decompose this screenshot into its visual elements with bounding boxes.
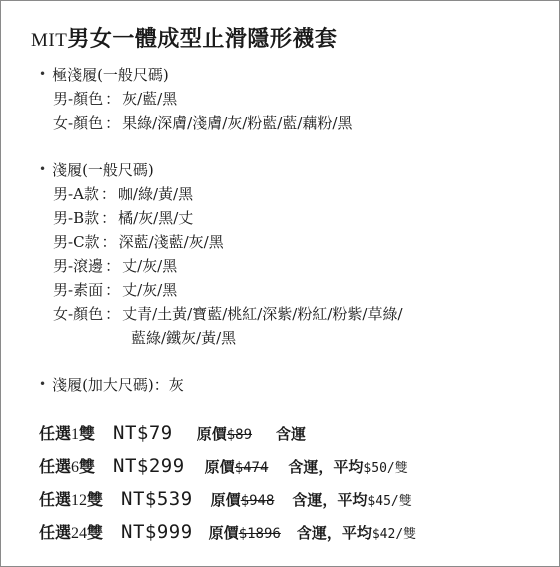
original-price-label: 原價 — [204, 458, 235, 476]
spec-colon: ： — [105, 280, 121, 299]
qty-number: 1 — [71, 426, 80, 443]
section-heading: 極淺履(一般尺碼) — [52, 65, 169, 84]
spec-value: 橘/灰/黑/丈 — [118, 208, 194, 227]
spec-row — [39, 205, 403, 229]
spec-value: 灰/藍/黑 — [122, 89, 178, 108]
original-price-value: $1896 — [238, 526, 281, 542]
shipping-note — [292, 489, 411, 510]
qty-unit: 雙 — [87, 523, 104, 542]
spec-row — [39, 229, 403, 253]
spec-label: 男-C款 — [53, 232, 100, 251]
spec-value: 果綠/深膚/淺膚/灰/粉藍/藍/藕粉/黑 — [122, 113, 353, 132]
shipping-note — [297, 522, 416, 543]
qty-prefix: 任選 — [39, 424, 72, 443]
bullet-icon: • — [39, 162, 47, 176]
spec-value: 丈/灰/黑 — [122, 280, 178, 299]
spec-colon: ： — [105, 304, 121, 323]
price-qty — [39, 454, 95, 477]
spec-colon: ： — [105, 113, 121, 132]
shipping-note — [288, 456, 407, 477]
spec-row — [39, 86, 352, 110]
qty-prefix: 任選 — [39, 490, 72, 509]
original-price-value: $89 — [226, 427, 253, 443]
qty-unit: 雙 — [79, 457, 96, 476]
shipping-text: 含運，平均 — [292, 491, 368, 509]
qty-number: 24 — [71, 525, 88, 542]
spec-row — [39, 253, 403, 277]
original-price-value: $474 — [234, 460, 269, 476]
average-price: $50/雙 — [363, 461, 408, 476]
original-price-label: 原價 — [196, 425, 227, 443]
spec-value: 深藍/淺藍/灰/黑 — [118, 232, 224, 251]
sale-price: NT$299 — [113, 455, 185, 477]
spec-colon: ： — [101, 232, 117, 251]
original-price — [205, 456, 269, 477]
shipping-text: 含運，平均 — [288, 458, 364, 476]
spec-value: 丈青/土黃/寶藍/桃紅/深紫/粉紅/粉紫/草綠/ — [122, 304, 403, 323]
spec-colon: ： — [105, 256, 121, 275]
spec-colon: ： — [105, 89, 121, 108]
spec-colon: ： — [100, 184, 116, 203]
spec-row — [39, 181, 403, 205]
spec-label: 男-素面 — [53, 280, 104, 299]
original-price — [209, 522, 281, 543]
price-qty — [39, 520, 103, 543]
original-price-value: $948 — [240, 493, 275, 509]
original-price-label: 原價 — [208, 524, 239, 542]
spec-label: 男-A款 — [53, 184, 99, 203]
spec-label: 男-滾邊 — [53, 256, 104, 275]
qty-number: 12 — [71, 492, 88, 509]
shipping-note — [276, 423, 306, 444]
original-price — [211, 489, 275, 510]
spec-label: 女-顏色 — [53, 113, 104, 132]
price-row — [39, 421, 306, 444]
section-low-cut-plus — [39, 372, 184, 396]
sale-price: NT$999 — [121, 521, 193, 543]
qty-unit: 雙 — [87, 490, 104, 509]
qty-prefix: 任選 — [39, 523, 72, 542]
qty-prefix: 任選 — [39, 457, 72, 476]
spec-label: 男-B款 — [53, 208, 100, 227]
section-heading: 淺履(加大尺碼)：灰 — [52, 375, 184, 394]
spec-row — [39, 301, 403, 325]
shipping-text: 含運，平均 — [296, 524, 372, 542]
price-row — [39, 487, 412, 510]
sale-price: NT$539 — [121, 488, 193, 510]
section-ultra-low-cut — [39, 62, 352, 134]
section-low-cut — [39, 157, 403, 349]
shipping-text: 含運 — [276, 425, 307, 443]
price-row — [39, 520, 416, 543]
spec-colon: ： — [101, 208, 117, 227]
original-price — [197, 423, 252, 444]
bullet-icon: • — [39, 377, 47, 391]
bullet-icon: • — [39, 67, 47, 81]
average-price: $42/雙 — [371, 527, 417, 542]
original-price-label: 原價 — [210, 491, 241, 509]
price-qty — [39, 487, 103, 510]
spec-value: 咖/綠/黃/黑 — [117, 184, 194, 203]
spec-row — [39, 277, 403, 301]
title-brand: MIT — [31, 30, 68, 51]
qty-unit: 雙 — [79, 424, 96, 443]
spec-row — [39, 110, 352, 134]
price-qty — [39, 421, 95, 444]
section-heading: 淺履(一般尺碼) — [52, 160, 154, 179]
spec-label: 男-顏色 — [53, 89, 104, 108]
spec-value: 丈/灰/黑 — [122, 256, 178, 275]
average-price: $45/雙 — [367, 494, 412, 509]
price-row — [39, 454, 408, 477]
spec-label: 女-顏色 — [53, 304, 104, 323]
sale-price: NT$79 — [113, 422, 173, 444]
page-title — [31, 22, 337, 53]
qty-number: 6 — [71, 459, 80, 476]
title-text: 男女一體成型止滑隱形襪套 — [67, 26, 338, 52]
spec-value: 藍綠/鐵灰/黃/黑 — [131, 328, 237, 347]
spec-row-continued — [39, 325, 403, 349]
